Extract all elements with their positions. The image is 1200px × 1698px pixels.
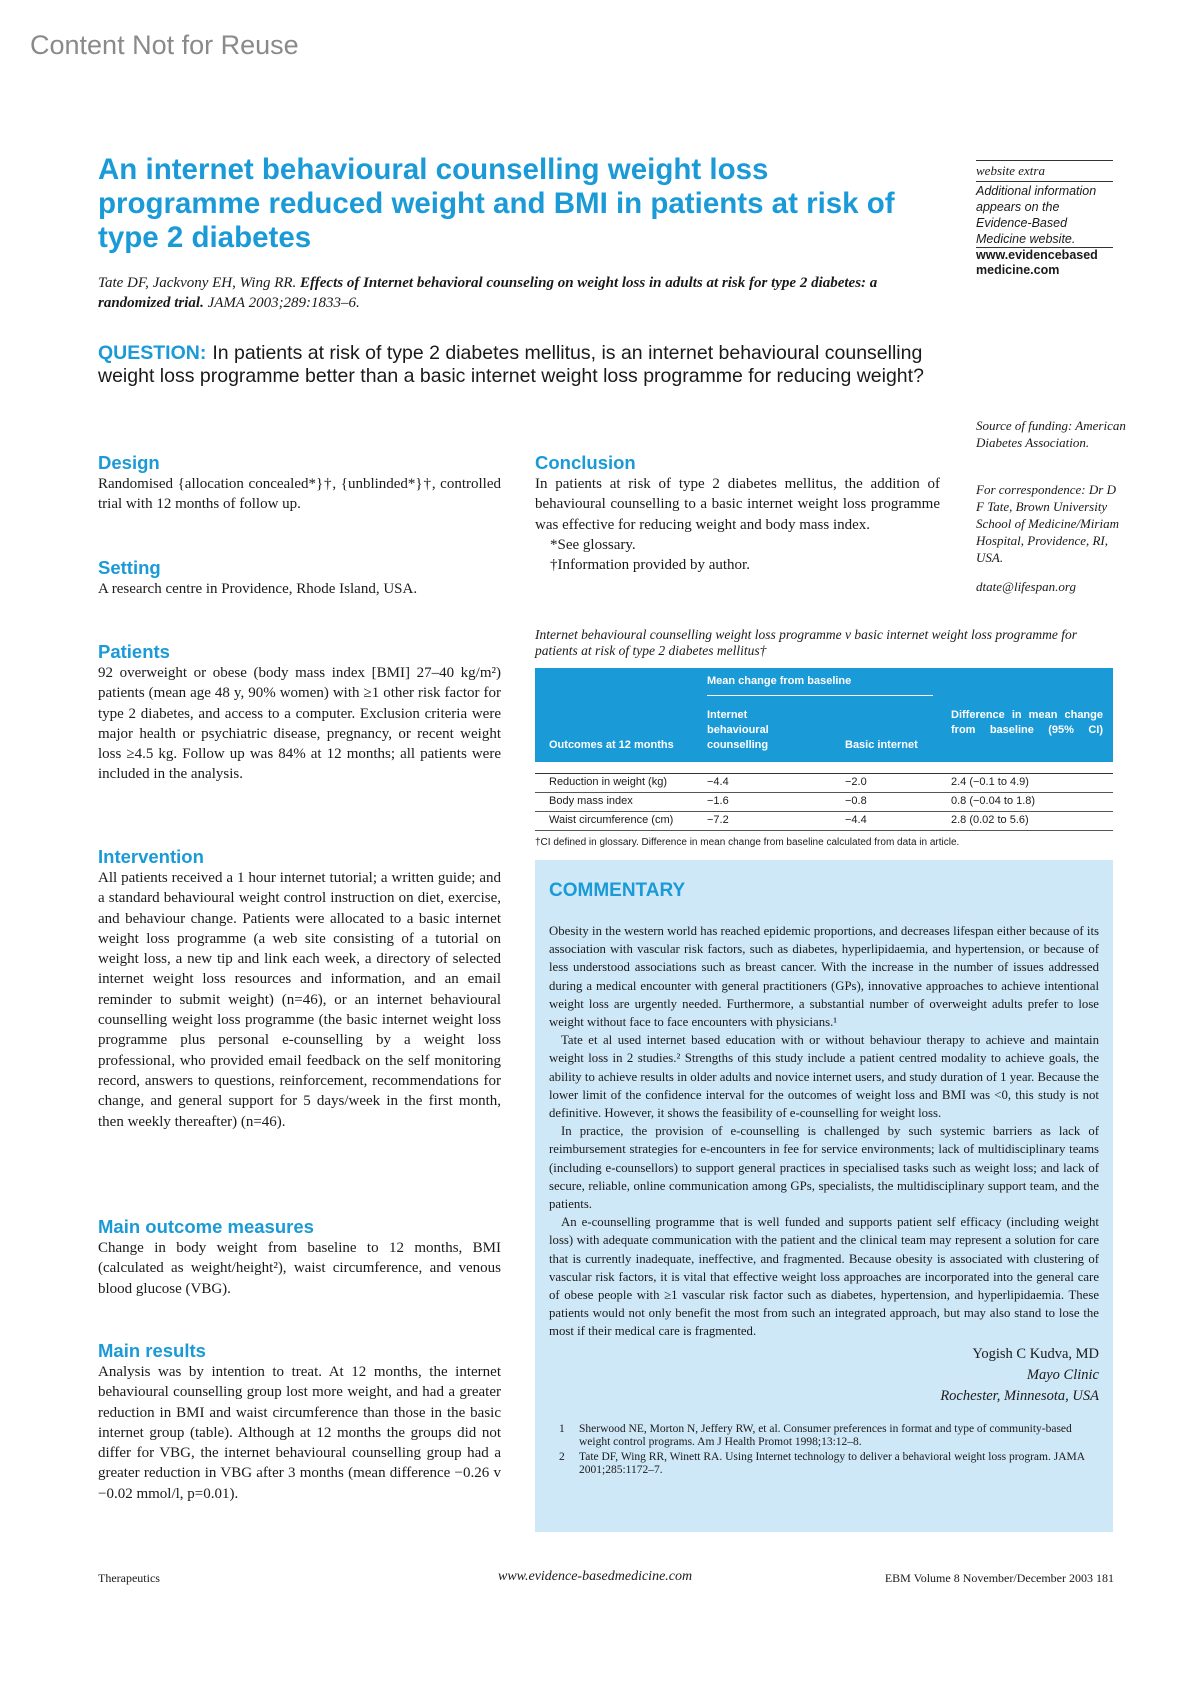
- table-row: [535, 773, 1113, 793]
- results-section: [98, 1340, 501, 1504]
- table-caption: Internet behavioural counselling weight loss programme v basic internet weight loss programme for patients at risk of type 2 diabetes mellitus†: [535, 627, 1077, 658]
- intervention-text: All patients received a 1 hour internet tutorial; a written guide; and a standard behavioural weight control instruction on diet, exercise, and behaviour change. Patients were allocated to a basic internet weight loss programme (a web site consisting of a tutorial on weight loss, a new tip and link each week, a directory of selected internet weight loss resources and information, and an email reminder to submit weight) (n=46), or an internet behavioural counselling weight loss programme (the basic internet weight loss programme plus personal e-counselling by a weight loss professional, who provided email feedback on the self monitoring record, answers to questions, reinforcement, recommendations for change, and general support for 5 days/week in the first month, then weekly thereafter) (n=46).: [98, 870, 501, 1130]
- citation-authors: Tate DF, Jackvony EH, Wing RR.: [98, 275, 297, 291]
- table-row: [535, 793, 1113, 812]
- conclusion-heading: Conclusion: [535, 452, 636, 473]
- patients-text: 92 overweight or obese (body mass index [BMI] 27–40 kg/m²) patients (mean age 48 y, 90% women) with ≥1 other risk factor for type 2 diabetes, and access to a computer. Exclusion criteria were major health or psychiatric disease, pregnancy, or recent weight loss ≥4.5 kg. Follow up was 84% at 12 months; all patients were included in the analysis.: [98, 665, 501, 783]
- table-cell-difference: 0.8 (−0.04 to 1.8): [951, 795, 1036, 807]
- table-header-difference: Difference in mean change from baseline (95% CI): [951, 709, 1103, 736]
- table-cell-difference: 2.8 (0.02 to 5.6): [951, 814, 1029, 826]
- results-heading: Main results: [98, 1340, 206, 1361]
- website-url-link[interactable]: www.evidencebased medicine.com: [976, 248, 1098, 277]
- results-text: Analysis was by intention to treat. At 12 months, the internet behavioural counselling group lost more weight, and had a greater reduction in BMI and waist circumference than those in the basic internet group (table). Although at 12 months the groups did not differ for VBG, the internet behavioural counselling group had a greater reduction in VBG after 3 months (mean difference −0.26 v −0.02 mmol/l, p=0.01).: [98, 1364, 501, 1502]
- reference-text: Sherwood NE, Morton N, Jeffery RW, et al. Consumer preferences in format and type of community-based weight control programs. Am J Health Promot 1998;13:12–8.: [579, 1422, 1072, 1448]
- reference-number: 2: [559, 1450, 565, 1463]
- commentary-author: [549, 1344, 1099, 1407]
- question-text: In patients at risk of type 2 diabetes mellitus, is an internet behavioural counselling weight loss programme better than a basic internet weight loss programme for reducing weight?: [98, 342, 924, 387]
- table-header: [535, 668, 1113, 762]
- table-header-internet: Internet behavioural counselling: [707, 709, 769, 751]
- conclusion-note-author: †Information provided by author.: [550, 557, 750, 574]
- table-row: [535, 812, 1113, 831]
- footer-section-label: Therapeutics: [98, 1571, 160, 1585]
- patients-section: [98, 641, 501, 785]
- commentary-heading: COMMENTARY: [549, 880, 686, 901]
- intervention-heading: Intervention: [98, 846, 204, 867]
- footer-issue-info: EBM Volume 8 November/December 2003 181: [884, 1571, 1114, 1585]
- conclusion-section: [535, 452, 940, 575]
- correspondence-email[interactable]: dtate@lifespan.org: [976, 579, 1076, 594]
- design-section: [98, 452, 501, 515]
- commentary-paragraph: Obesity in the western world has reached epidemic proportions, and decreases lifespan either because of its association with vascular risk factors, such as diabetes, hyperlipidaemia, and hypertension, or because of less understood associations such as breast cancer. With the increase in the number of issues addressed during a medical encounter with general practitioners (GPs), innovative approaches to achieve intentional weight loss are urgently needed. Furthermore, a substantial number of overweight adults prefer to lose weight without face to face encounters with physicians.¹: [549, 924, 1099, 1030]
- table-cell-outcome: Waist circumference (cm): [549, 814, 674, 826]
- question-label: QUESTION:: [98, 342, 207, 364]
- author-affiliation: Mayo Clinic: [1026, 1366, 1099, 1383]
- table-cell-basic: −4.4: [845, 814, 867, 826]
- watermark: Content Not for Reuse: [30, 30, 299, 60]
- table-cell-difference: 2.4 (−0.1 to 4.9): [951, 776, 1029, 788]
- table-cell-basic: −2.0: [845, 776, 867, 788]
- citation-journal: JAMA 2003;289:1833–6.: [207, 295, 360, 311]
- website-extra-box: [976, 160, 1113, 278]
- design-text: Randomised {allocation concealed*}†, {unblinded*}†, controlled trial with 12 months of follow up.: [98, 476, 501, 513]
- commentary-box: [535, 860, 1113, 1532]
- outcomes-text: Change in body weight from baseline to 12 months, BMI (calculated as weight/height²), waist circumference, and venous blood glucose (VBG).: [98, 1240, 501, 1297]
- results-table: [535, 668, 1113, 848]
- correspondence-note: For correspondence: Dr D F Tate, Brown University School of Medicine/Miriam Hospital, Providence, RI, USA.: [976, 482, 1119, 565]
- table-header-outcome: Outcomes at 12 months: [549, 739, 674, 751]
- footer-website-link[interactable]: www.evidence-basedmedicine.com: [498, 1569, 693, 1584]
- author-name: Yogish C Kudva, MD: [972, 1345, 1099, 1362]
- intervention-section: [98, 846, 501, 1132]
- question: [98, 342, 938, 388]
- website-extra-text: Additional information appears on the Evidence-Based Medicine website.: [976, 184, 1097, 246]
- table-cell-internet: −1.6: [707, 795, 729, 807]
- table-footnote: †CI defined in glossary. Difference in mean change from baseline calculated from data in article.: [535, 830, 1113, 848]
- table-cell-basic: −0.8: [845, 795, 867, 807]
- table-header-basic: Basic internet: [845, 739, 918, 751]
- table-cell-internet: −4.4: [707, 776, 729, 788]
- patients-heading: Patients: [98, 641, 170, 662]
- website-extra-label: website extra: [976, 163, 1045, 178]
- article-title: An internet behavioural counselling weight loss programme reduced weight and BMI in patients at risk of type 2 diabetes: [98, 153, 895, 254]
- commentary-body: [549, 922, 1099, 1479]
- author-location: Rochester, Minnesota, USA: [940, 1387, 1099, 1404]
- reference-list: [549, 1423, 1099, 1477]
- setting-section: [98, 557, 501, 599]
- divider: [707, 695, 933, 696]
- conclusion-note-glossary: *See glossary.: [550, 536, 636, 553]
- table-cell-outcome: Body mass index: [549, 795, 633, 807]
- design-heading: Design: [98, 452, 160, 473]
- table-cell-internet: −7.2: [707, 814, 729, 826]
- commentary-paragraph: Tate et al used internet based education with or without behaviour therapy to achieve and maintain weight loss in 2 studies.² Strengths of this study include a patient centred modality to achieve goals, the ability to achieve results in older adults and novice internet users, and study duration of 1 year. Because the lower limit of the confidence interval for the outcomes of weight loss and BMI was <0, this study is not definitive. However, it shows the feasibility of e-counselling for weight loss.: [549, 1033, 1099, 1121]
- commentary-paragraph: An e-counselling programme that is well funded and supports patient self efficacy (including weight loss) with adequate communication with the patient and the clinical team may represent a solution for care that is currently inadequate, ineffective, and fragmented. Because obesity is associated with clustering of vascular risk factors, it is vital that effective weight loss approaches are incorporated into the general care of obese people with ≥1 vascular risk factor such as diabetes, hypertension, and hyperlipidaemia. These patients would not only benefit the most from such an integrated approach, but may also stand to lose the most if their medical care is fragmented.: [549, 1215, 1099, 1339]
- reference-item: [549, 1423, 1099, 1449]
- setting-text: A research centre in Providence, Rhode Island, USA.: [98, 581, 418, 597]
- setting-heading: Setting: [98, 557, 161, 578]
- outcomes-heading: Main outcome measures: [98, 1216, 314, 1237]
- citation-article: Effects of Internet behavioral counseling on weight loss in adults at risk for type 2 diabetes: a randomized trial.: [98, 275, 878, 311]
- commentary-paragraph: In practice, the provision of e-counselling is challenged by such systemic barriers as lack of reimbursement strategies for e-encounters in fee for service environments; lack of multidisciplinary teams (including e-counsellors) to support general practices in specialised tasks such as weight loss; and lack of secure, reliable, online communication among GPs, specialists, the multidisciplinary support team, and the patients.: [549, 1124, 1099, 1212]
- table-group-header: Mean change from baseline: [707, 675, 852, 687]
- conclusion-text: In patients at risk of type 2 diabetes mellitus, the addition of behavioural counselling to a basic internet weight loss programme was effective for reducing weight and body mass index.: [535, 476, 940, 533]
- table-cell-outcome: Reduction in weight (kg): [549, 776, 668, 788]
- reference-number: 1: [559, 1422, 565, 1435]
- citation: [98, 273, 938, 313]
- funding-note: Source of funding: American Diabetes Association.: [976, 418, 1126, 450]
- outcomes-section: [98, 1216, 501, 1299]
- reference-text: Tate DF, Wing RR, Winett RA. Using Internet technology to deliver a behavioral weight loss program. JAMA 2001;285:1172–7.: [579, 1450, 1085, 1476]
- reference-item: [549, 1451, 1099, 1477]
